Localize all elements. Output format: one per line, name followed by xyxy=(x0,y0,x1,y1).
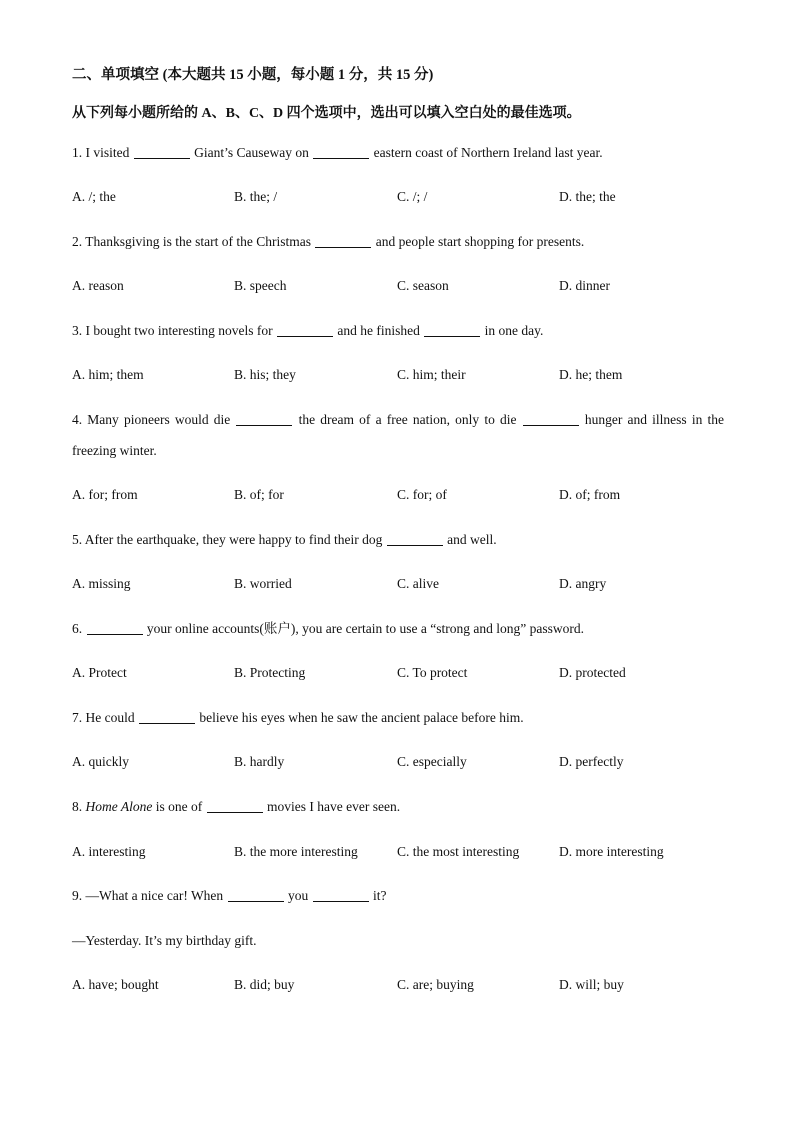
question-number: 2. xyxy=(72,234,83,249)
option-a[interactable]: A. quickly xyxy=(72,754,129,769)
question-6 xyxy=(72,619,724,639)
question-number: 4. xyxy=(72,412,83,427)
question-8 xyxy=(72,797,724,817)
option-a[interactable]: A. him; them xyxy=(72,367,144,382)
option-c[interactable]: C. are; buying xyxy=(397,977,474,992)
answer-blank xyxy=(315,233,371,248)
question-text: believe his eyes when he saw the ancient palace before him. xyxy=(199,710,524,725)
question-text: I bought two interesting novels for xyxy=(85,323,273,338)
question-text: your online accounts(账户), you are certain to use a “strong and long” password. xyxy=(146,621,584,636)
question-text: the dream of a free nation, only to die xyxy=(298,412,517,427)
option-a[interactable]: A. Protect xyxy=(72,665,127,680)
question-text: He could xyxy=(85,710,135,725)
question-3 xyxy=(72,321,724,341)
question-text: it? xyxy=(372,888,387,903)
option-b[interactable]: B. the more interesting xyxy=(234,844,358,859)
option-c[interactable]: C. him; their xyxy=(397,367,466,382)
question-number: 1. xyxy=(72,145,83,160)
answer-blank xyxy=(313,887,369,902)
question-number: 9. xyxy=(72,888,83,903)
question-number: 3. xyxy=(72,323,83,338)
option-a[interactable]: A. missing xyxy=(72,576,131,591)
question-number: 5. xyxy=(72,532,83,547)
question-text: Giant’s Causeway on xyxy=(194,145,309,160)
option-c[interactable]: C. for; of xyxy=(397,487,447,502)
option-a[interactable]: A. interesting xyxy=(72,844,146,859)
answer-blank xyxy=(87,620,143,635)
question-1 xyxy=(72,143,724,163)
section-title: 二、单项填空 (本大题共 15 小题，每小题 1 分，共 15 分) xyxy=(72,67,434,83)
option-d[interactable]: D. dinner xyxy=(559,278,610,293)
option-a[interactable]: A. /; the xyxy=(72,189,116,204)
question-text: you xyxy=(287,888,309,903)
question-text: Thanksgiving is the start of the Christmas xyxy=(85,234,311,249)
option-d[interactable]: D. perfectly xyxy=(559,754,624,769)
question-number: 8. xyxy=(72,799,83,814)
option-c[interactable]: C. especially xyxy=(397,754,467,769)
option-d[interactable]: D. angry xyxy=(559,576,607,591)
option-a[interactable]: A. for; from xyxy=(72,487,138,502)
section-instruction: 从下列每小题所给的 A、B、C、D 四个选项中，选出可以填入空白处的最佳选项。 xyxy=(72,106,581,121)
option-c[interactable]: C. the most interesting xyxy=(397,844,520,859)
question-text: and well. xyxy=(447,532,497,547)
option-b[interactable]: B. his; they xyxy=(234,367,296,382)
movie-title: Home Alone xyxy=(85,799,153,814)
option-b[interactable]: B. the; / xyxy=(234,189,278,204)
question-text: I visited xyxy=(85,145,130,160)
question-text: and people start shopping for presents. xyxy=(375,234,585,249)
question-text: in one day. xyxy=(484,323,544,338)
answer-blank xyxy=(424,322,480,337)
question-text: eastern coast of Northern Ireland last year. xyxy=(373,145,603,160)
option-b[interactable]: B. speech xyxy=(234,278,287,293)
option-a[interactable]: A. have; bought xyxy=(72,977,159,992)
answer-blank xyxy=(523,411,579,426)
question-text: is one of xyxy=(155,799,203,814)
option-c[interactable]: C. alive xyxy=(397,576,439,591)
option-b[interactable]: B. of; for xyxy=(234,487,284,502)
answer-blank xyxy=(228,887,284,902)
question-text: movies I have ever seen. xyxy=(267,799,401,814)
option-d[interactable]: D. the; the xyxy=(559,189,616,204)
option-a[interactable]: A. reason xyxy=(72,278,124,293)
question-5 xyxy=(72,530,724,550)
option-d[interactable]: D. more interesting xyxy=(559,844,664,859)
answer-blank xyxy=(139,709,195,724)
option-d[interactable]: D. protected xyxy=(559,665,626,680)
question-text: hunger and illness in the xyxy=(584,412,725,427)
question-text: After the earthquake, they were happy to find their dog xyxy=(84,532,383,547)
option-b[interactable]: B. hardly xyxy=(234,754,285,769)
option-b[interactable]: B. worried xyxy=(234,576,292,591)
option-c[interactable]: C. To protect xyxy=(397,665,468,680)
answer-blank xyxy=(313,144,369,159)
option-b[interactable]: B. Protecting xyxy=(234,665,306,680)
question-9 xyxy=(72,886,724,906)
question-text: Many pioneers would die xyxy=(87,412,231,427)
question-9-reply: —Yesterday. It’s my birthday gift. xyxy=(72,933,257,948)
question-number: 6. xyxy=(72,621,83,636)
answer-blank xyxy=(277,322,333,337)
answer-blank xyxy=(207,798,263,813)
question-text: —What a nice car! When xyxy=(85,888,224,903)
question-2 xyxy=(72,232,724,252)
option-d[interactable]: D. will; buy xyxy=(559,977,624,992)
option-d[interactable]: D. of; from xyxy=(559,487,621,502)
option-c[interactable]: C. /; / xyxy=(397,189,428,204)
question-4-continuation: freezing winter. xyxy=(72,443,157,458)
question-7 xyxy=(72,708,724,728)
option-d[interactable]: D. he; them xyxy=(559,367,623,382)
question-text: and he finished xyxy=(337,323,420,338)
option-c[interactable]: C. season xyxy=(397,278,449,293)
question-4 xyxy=(72,410,724,430)
answer-blank xyxy=(387,531,443,546)
option-b[interactable]: B. did; buy xyxy=(234,977,295,992)
answer-blank xyxy=(134,144,190,159)
answer-blank xyxy=(236,411,292,426)
question-number: 7. xyxy=(72,710,83,725)
